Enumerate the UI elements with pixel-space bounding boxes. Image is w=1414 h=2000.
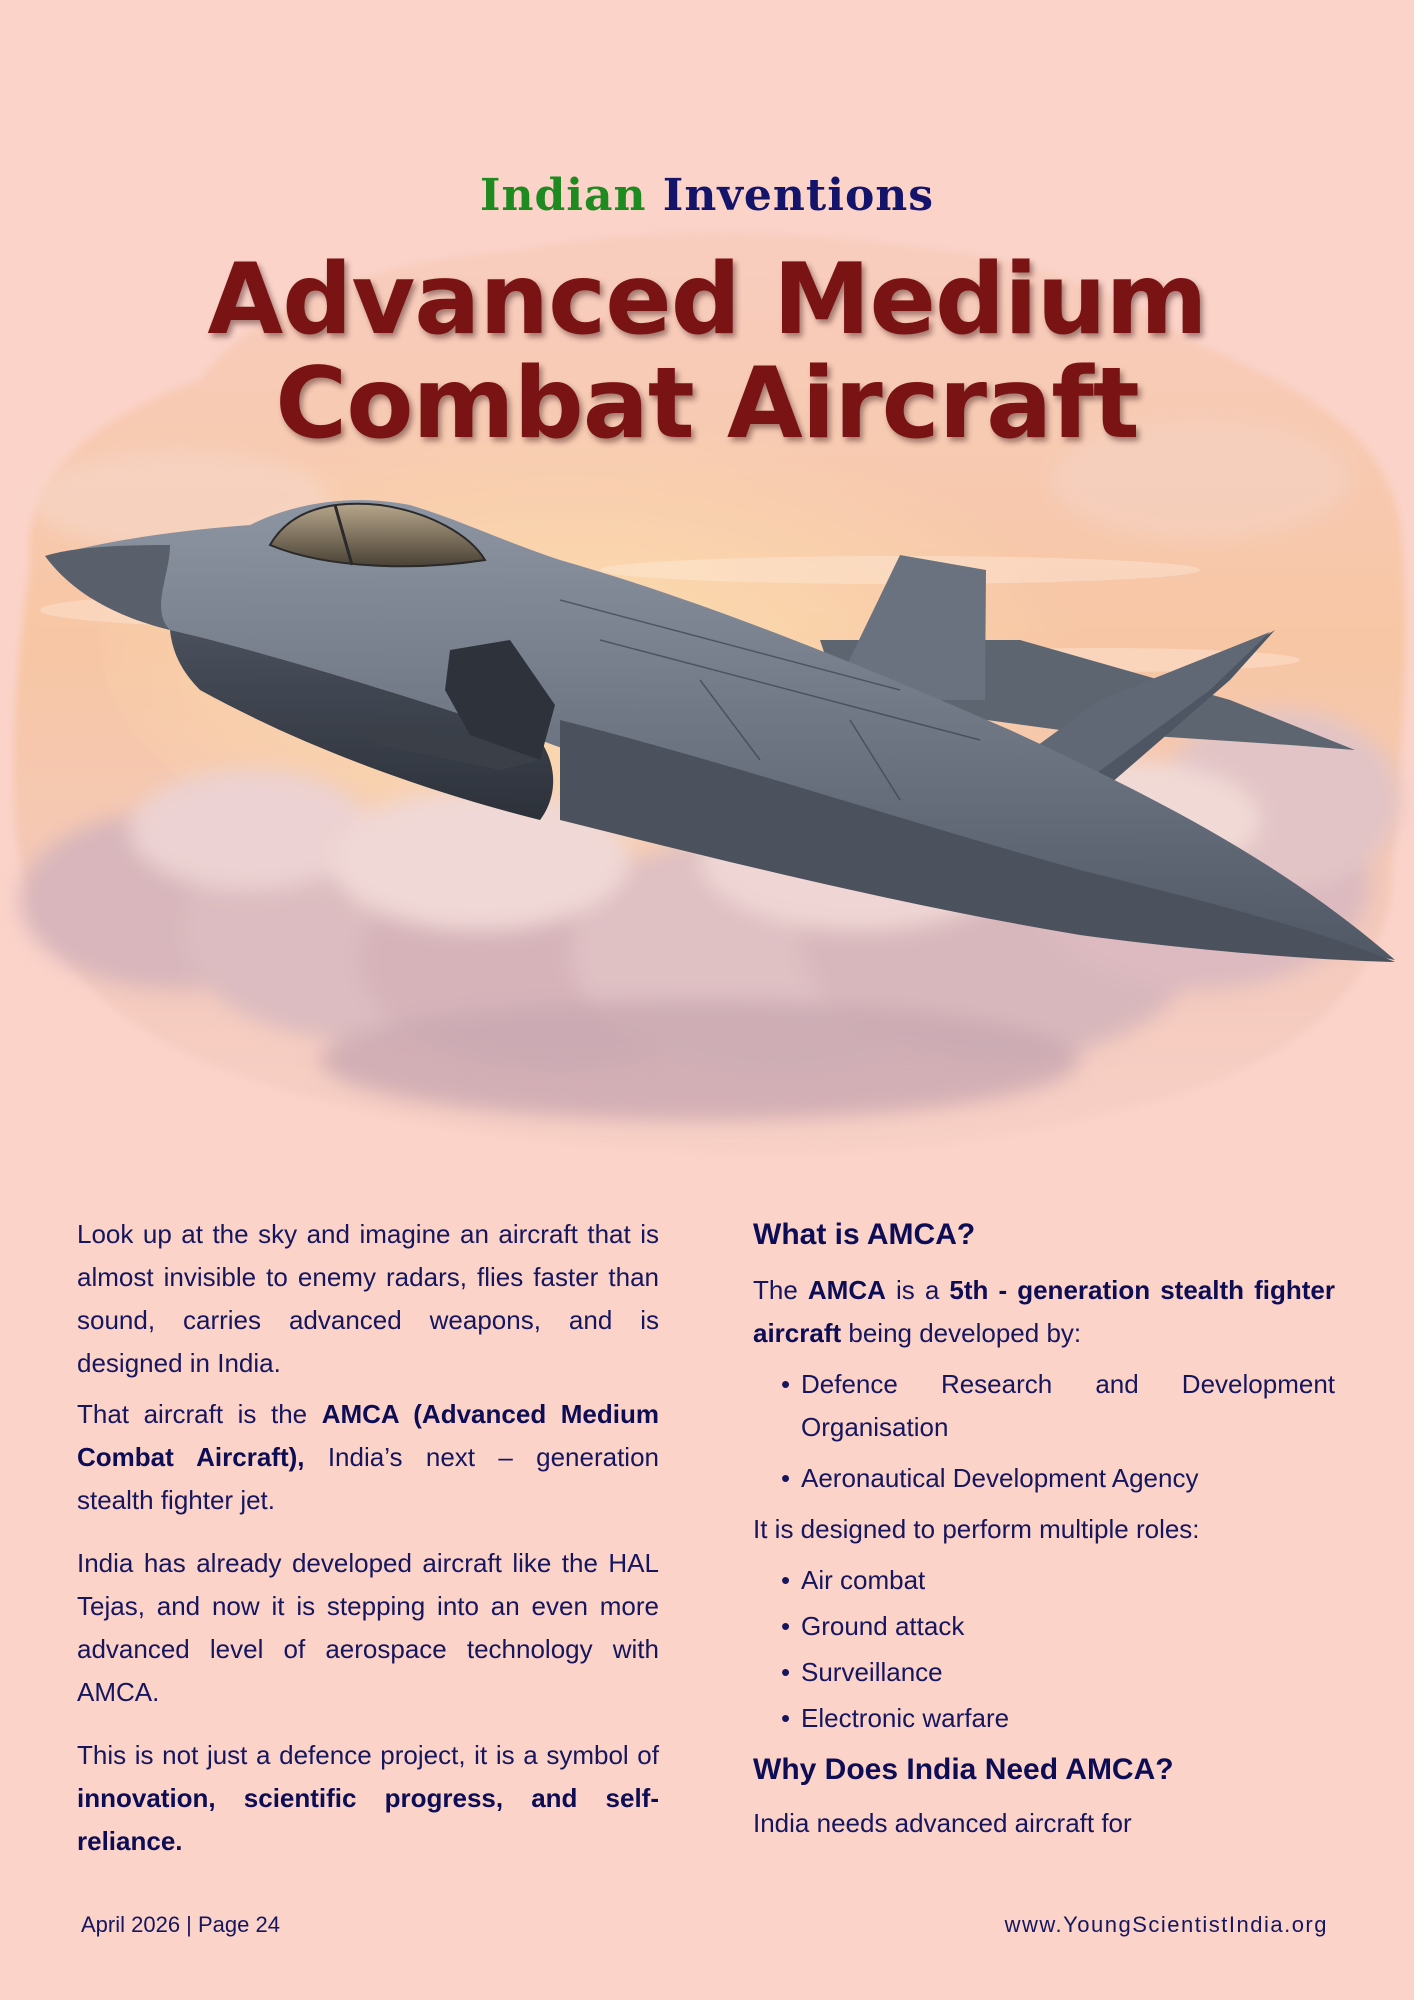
list-item: • Aeronautical Development Agency: [801, 1457, 1335, 1500]
developers-list: [753, 1363, 1335, 1500]
left-column: [77, 1213, 659, 1863]
footer-website-link[interactable]: www.YoungScientistIndia.org: [1004, 1912, 1328, 1937]
text-span: This is not just a defence project, it is a symbol of: [77, 1740, 659, 1770]
footer-date-page: April 2026 | Page 24: [81, 1912, 280, 1937]
why-paragraph: India needs advanced aircraft for: [753, 1808, 1132, 1838]
list-item: • Ground attack: [801, 1605, 1335, 1648]
roles-intro: It is designed to perform multiple roles:: [753, 1514, 1200, 1544]
kicker-word-indian: Indian: [479, 170, 647, 221]
bold-span: 5th - generation stealth fighter aircraft: [753, 1275, 1335, 1348]
text-span: That aircraft is the: [77, 1399, 322, 1429]
section-kicker: [0, 170, 1414, 221]
text-span: India’s next – generation stealth fighter jet.: [77, 1442, 659, 1515]
text-span: is a: [885, 1275, 950, 1305]
heading-what-is-amca: What is AMCA?: [753, 1218, 976, 1251]
symbol-paragraph: [77, 1734, 659, 1863]
text-span: being developed by:: [841, 1318, 1082, 1348]
kicker-word-inventions: Inventions: [662, 170, 935, 221]
tejas-paragraph: India has already developed aircraft like the HAL Tejas, and now it is stepping into an even more advanced level of aerospace technology with AMCA.: [77, 1548, 659, 1707]
what-is-paragraph: [753, 1269, 1335, 1355]
list-item: • Electronic warfare: [801, 1697, 1335, 1740]
right-column: [753, 1213, 1335, 1845]
bold-span: AMCA: [807, 1275, 886, 1305]
amca-definition-paragraph: [77, 1393, 659, 1522]
page-title: [0, 243, 1414, 461]
list-item: • Defence Research and Development Organisation: [801, 1363, 1335, 1449]
bold-span: innovation, scientific progress, and self-reliance.: [77, 1783, 659, 1856]
list-item: • Air combat: [801, 1559, 1335, 1602]
title-line-1: Advanced Medium: [207, 243, 1207, 357]
text-span: The: [753, 1275, 808, 1305]
heading-why-india-needs-amca: Why Does India Need AMCA?: [753, 1753, 1174, 1786]
list-item: • Surveillance: [801, 1651, 1335, 1694]
title-line-2: Combat Aircraft: [275, 347, 1139, 461]
roles-list: [753, 1559, 1335, 1740]
intro-paragraph: Look up at the sky and imagine an aircraft that is almost invisible to enemy radars, flies faster than sound, carries advanced weapons, and is designed in India.: [77, 1219, 659, 1378]
bold-span: AMCA (Advanced Medium Combat Aircraft),: [77, 1399, 659, 1472]
